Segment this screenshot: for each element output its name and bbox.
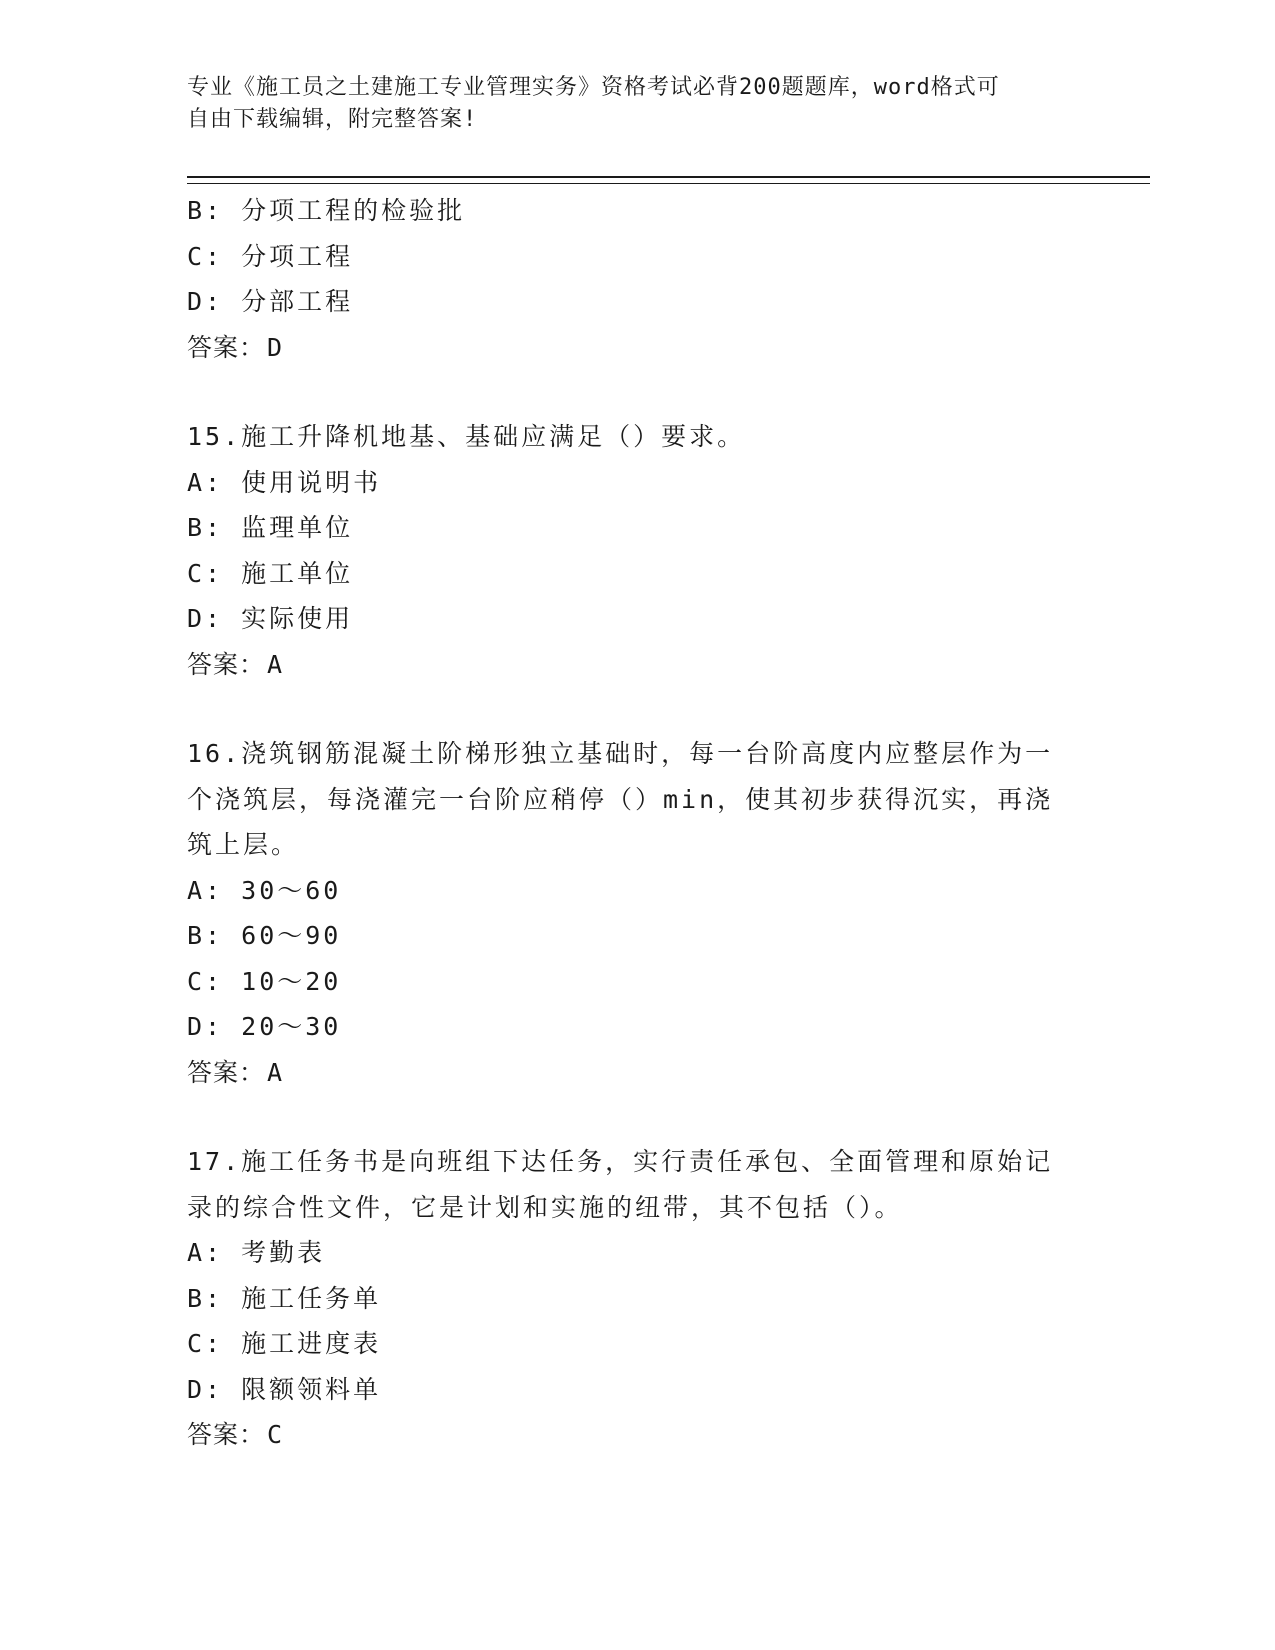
question-17 — [187, 1139, 1087, 1458]
option-d: D: 实际使用 — [187, 604, 354, 633]
answer-label: 答案： — [187, 1420, 266, 1449]
answer-line — [187, 1412, 1087, 1458]
question-list — [187, 188, 1087, 1458]
option-a: A: 30～60 — [187, 875, 342, 905]
question-stem-line-3: 筑上层。 — [187, 830, 300, 859]
answer-key: A — [267, 1057, 284, 1087]
answer-label: 答案： — [187, 1057, 266, 1087]
option-d: D: 20～30 — [187, 1012, 342, 1041]
answer-label: 答案： — [187, 649, 266, 679]
answer-line — [187, 642, 1087, 688]
answer-line — [187, 325, 1087, 371]
header-divider — [187, 176, 1150, 184]
answer-key: D — [267, 332, 284, 362]
option-a: A: 使用说明书 — [187, 467, 382, 497]
question-stem-line-1: 16.浇筑钢筋混凝土阶梯形独立基础时，每一台阶高度内应整层作为一 — [187, 739, 1054, 768]
question-stem: 15.施工升降机地基、基础应满足（）要求。 — [187, 422, 746, 451]
option-a: A: 考勤表 — [187, 1238, 326, 1267]
answer-line — [187, 1050, 1087, 1096]
option-b: B: 分项工程的检验批 — [187, 196, 466, 225]
answer-key: A — [267, 649, 284, 679]
option-b: B: 监理单位 — [187, 513, 354, 542]
option-b: B: 施工任务单 — [187, 1283, 382, 1313]
question-15 — [187, 414, 1087, 687]
option-d: D: 限额领料单 — [187, 1374, 382, 1404]
question-stem-line-2: 录的综合性文件，它是计划和实施的纽带，其不包括（）。 — [187, 1192, 903, 1222]
option-c: C: 分项工程 — [187, 241, 354, 271]
header-title-line-1: 专业《施工员之土建施工专业管理实务》资格考试必背200题题库，word格式可 — [187, 75, 1000, 100]
option-c: C: 施工单位 — [187, 558, 354, 588]
option-b: B: 60～90 — [187, 921, 342, 950]
option-c: C: 施工进度表 — [187, 1329, 382, 1358]
question-stem-line-1: 17.施工任务书是向班组下达任务，实行责任承包、全面管理和原始记 — [187, 1147, 1054, 1176]
answer-key: C — [267, 1420, 284, 1449]
document-header — [187, 72, 1067, 136]
question-14-continued — [187, 188, 1087, 370]
answer-label: 答案： — [187, 332, 266, 362]
option-c: C: 10～20 — [187, 966, 342, 996]
header-title-line-2: 自由下载编辑，附完整答案! — [187, 107, 478, 132]
option-d: D: 分部工程 — [187, 287, 354, 316]
question-16 — [187, 731, 1087, 1095]
question-stem-line-2: 个浇筑层，每浇灌完一台阶应稍停（）min，使其初步获得沉实，再浇 — [187, 784, 1054, 814]
